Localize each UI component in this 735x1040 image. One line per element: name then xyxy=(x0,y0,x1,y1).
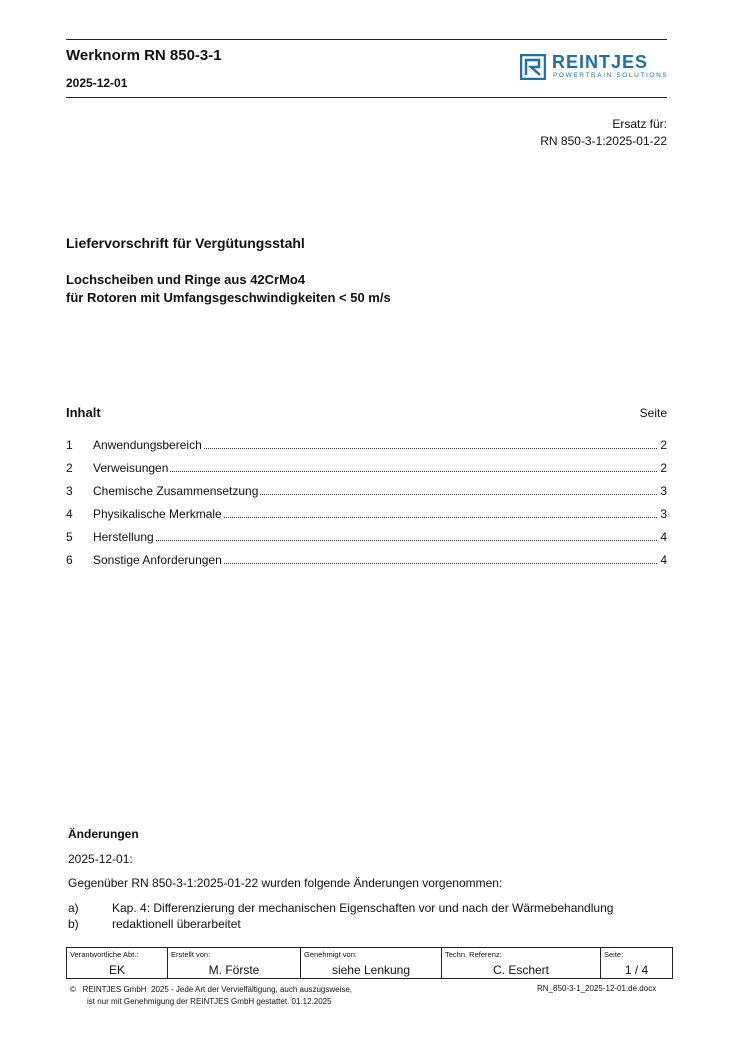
info-value: siehe Lenkung xyxy=(331,963,411,977)
toc-leader xyxy=(156,540,657,541)
info-value: 1 / 4 xyxy=(624,963,649,977)
toc-item-number: 5 xyxy=(66,530,73,544)
toc-item-page: 2 xyxy=(660,438,667,452)
info-label: Techn. Referenz: xyxy=(445,950,502,959)
info-value: M. Förste xyxy=(208,963,260,977)
toc-item-title: Sonstige Anforderungen xyxy=(93,553,222,567)
info-label: Verantwortliche Abt.: xyxy=(70,950,139,959)
toc-item-number: 4 xyxy=(66,507,73,521)
toc-leader xyxy=(224,563,657,564)
replacement-value: RN 850-3-1:2025-01-22 xyxy=(540,134,667,148)
toc-item-verweisungen[interactable] xyxy=(66,461,667,484)
toc-item-number: 1 xyxy=(66,438,73,452)
changes-date: 2025-12-01: xyxy=(68,852,133,866)
copyright-line-1: © REINTJES GmbH 2025 - Jede Art der Vervielfältigung, auch auszugsweise, xyxy=(70,985,353,994)
logo-mark-icon xyxy=(520,54,546,80)
copyright-notice xyxy=(70,984,352,1008)
sub-heading-line-2: für Rotoren mit Umfangsgeschwindigkeiten < 50 m/s xyxy=(66,290,391,305)
document-title: Werknorm RN 850-3-1 xyxy=(66,47,222,64)
header-bottom-rule xyxy=(66,97,667,98)
logo-tagline: POWERTRAIN SOLUTIONS xyxy=(553,72,669,79)
file-name: RN_850-3-1_2025-12-01.de.docx xyxy=(537,984,657,993)
toc-item-number: 2 xyxy=(66,461,73,475)
toc-item-title: Herstellung xyxy=(93,530,154,544)
info-label: Seite: xyxy=(604,950,624,959)
toc-item-title: Verweisungen xyxy=(93,461,169,475)
toc-item-title: Anwendungsbereich xyxy=(93,438,202,452)
toc-leader xyxy=(204,448,657,449)
info-cell-approved-by xyxy=(301,948,442,978)
toc-item-herstellung[interactable] xyxy=(66,530,667,553)
list-item xyxy=(68,917,613,933)
document-info-table xyxy=(66,947,673,979)
change-text: Kap. 4: Differenzierung der mechanischen Eigenschaften vor und nach der Wärmebehandlung xyxy=(112,901,614,915)
info-cell-created-by xyxy=(168,948,301,978)
info-label: Genehmigt von: xyxy=(304,950,357,959)
toc-item-page: 3 xyxy=(660,507,667,521)
toc-item-title: Chemische Zusammensetzung xyxy=(93,484,259,498)
toc-item-anwendungsbereich[interactable] xyxy=(66,438,667,461)
changes-intro: Gegenüber RN 850-3-1:2025-01-22 wurden folgende Änderungen vorgenommen: xyxy=(68,876,503,890)
toc-page-label: Seite xyxy=(639,406,667,420)
toc-leader xyxy=(260,494,657,495)
info-label: Erstellt von: xyxy=(171,950,211,959)
toc-item-page: 2 xyxy=(660,461,667,475)
company-logo xyxy=(520,54,668,82)
toc-item-title: Physikalische Merkmale xyxy=(93,507,222,521)
toc-leader xyxy=(170,471,657,472)
sub-heading-line-1: Lochscheiben und Ringe aus 42CrMo4 xyxy=(66,272,306,287)
toc-item-page: 4 xyxy=(660,553,667,567)
logo-name: REINTJES xyxy=(552,52,649,72)
info-value: EK xyxy=(108,963,125,977)
list-item xyxy=(68,901,613,917)
change-text: redaktionell überarbeitet xyxy=(112,917,241,931)
replacement-label: Ersatz für: xyxy=(612,117,667,131)
info-value: C. Eschert xyxy=(492,963,549,977)
toc-item-page: 3 xyxy=(660,484,667,498)
changes-title: Änderungen xyxy=(68,827,139,841)
toc-title: Inhalt xyxy=(66,405,101,420)
change-letter: b) xyxy=(68,917,79,931)
main-heading: Liefervorschrift für Vergütungsstahl xyxy=(66,235,305,251)
toc-item-number: 3 xyxy=(66,484,73,498)
toc-leader xyxy=(224,517,657,518)
info-cell-tech-reference xyxy=(442,948,601,978)
copyright-line-2: ist nur mit Genehmigung der REINTJES GmbH gestattet. 01.12.2025 xyxy=(87,997,332,1006)
document-date: 2025-12-01 xyxy=(66,76,128,90)
toc-item-number: 6 xyxy=(66,553,73,567)
replacement-note xyxy=(540,116,667,150)
toc-item-page: 4 xyxy=(660,530,667,544)
info-cell-department xyxy=(67,948,168,978)
toc-item-chemische-zusammensetzung[interactable] xyxy=(66,484,667,507)
toc-item-sonstige-anforderungen[interactable] xyxy=(66,553,667,576)
header-top-rule xyxy=(66,39,667,40)
info-cell-page xyxy=(601,948,672,978)
change-letter: a) xyxy=(68,901,79,915)
table-of-contents xyxy=(66,438,667,576)
sub-heading xyxy=(66,271,391,307)
changes-list xyxy=(68,901,613,933)
toc-item-physikalische-merkmale[interactable] xyxy=(66,507,667,530)
